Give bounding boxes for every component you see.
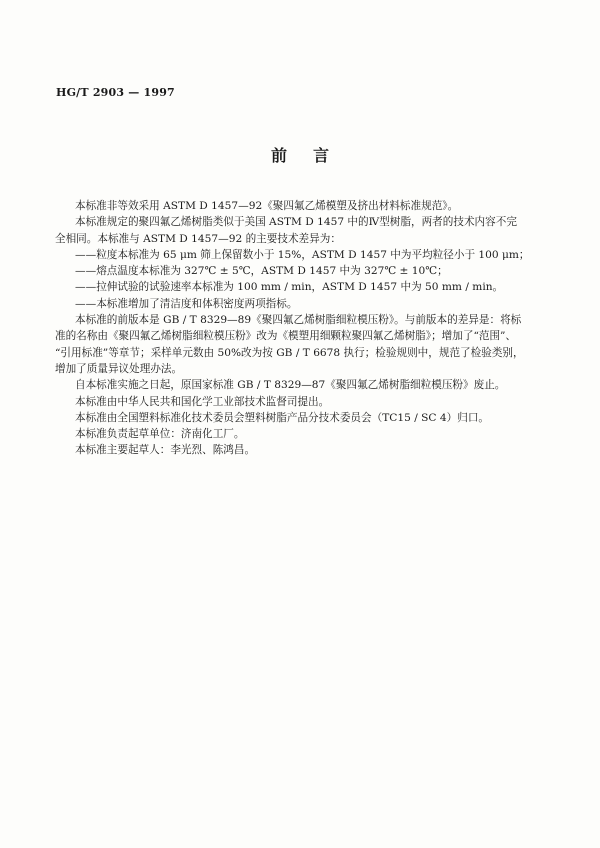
text-line: 本标准负责起草单位：济南化工厂。 [75, 428, 245, 441]
document-body [55, 198, 530, 459]
text-line: 本标准的前版本是 GB / T 8329—89《聚四氟乙烯树脂细粒模压粉》。与前版本的差异是：将标 [75, 314, 522, 327]
text-line: ——拉伸试验的试验速率本标准为 100 mm / min，ASTM D 1457 中为 50 mm / min。 [75, 281, 504, 294]
text-line: 准的名称由《聚四氟乙烯树脂细粒模压粉》改为《模塑用细颗粒聚四氟乙烯树脂》；增加了“范围”、 [55, 330, 517, 343]
text-line: ——熔点温度本标准为 327℃ ± 5℃，ASTM D 1457 中为 327℃ ± 10℃； [75, 265, 448, 278]
standard-number-header: HG/T 2903 — 1997 [56, 86, 175, 99]
text-line: “引用标准”等章节；采样单元数由 50%改为按 GB / T 6678 执行；检验规则中，规范了检验类别， [55, 346, 524, 359]
text-line: ——本标准增加了清洁度和体积密度两项指标。 [75, 297, 298, 310]
text-line: 增加了质量异议处理办法。 [55, 362, 183, 375]
text-line: ——粒度本标准为 65 μm 筛上保留数小于 15%，ASTM D 1457 中为平均粒径小于 100 μm； [75, 248, 530, 261]
text-line: 本标准规定的聚四氟乙烯树脂类似于美国 ASTM D 1457 中的Ⅳ型树脂，两者的技术内容不完 [75, 216, 517, 229]
text-line: 自本标准实施之日起，原国家标准 GB / T 8329—87《聚四氟乙烯树脂细粒模压粉》废止。 [75, 379, 506, 392]
page-title: 前言 [270, 146, 355, 165]
text-line: 本标准非等效采用 ASTM D 1457—92《聚四氟乙烯模塑及挤出材料标准规范》。 [75, 200, 459, 212]
text-line: 全相同。本标准与 ASTM D 1457—92 的主要技术差异为： [55, 232, 341, 245]
text-line: 本标准主要起草人：李光烈、陈鸿昌。 [75, 444, 256, 457]
text-line: 本标准由全国塑料标准化技术委员会塑料树脂产品分技术委员会（TC15 / SC 4）归口。 [75, 411, 490, 424]
text-line: 本标准由中华人民共和国化学工业部技术监督司提出。 [75, 395, 330, 408]
